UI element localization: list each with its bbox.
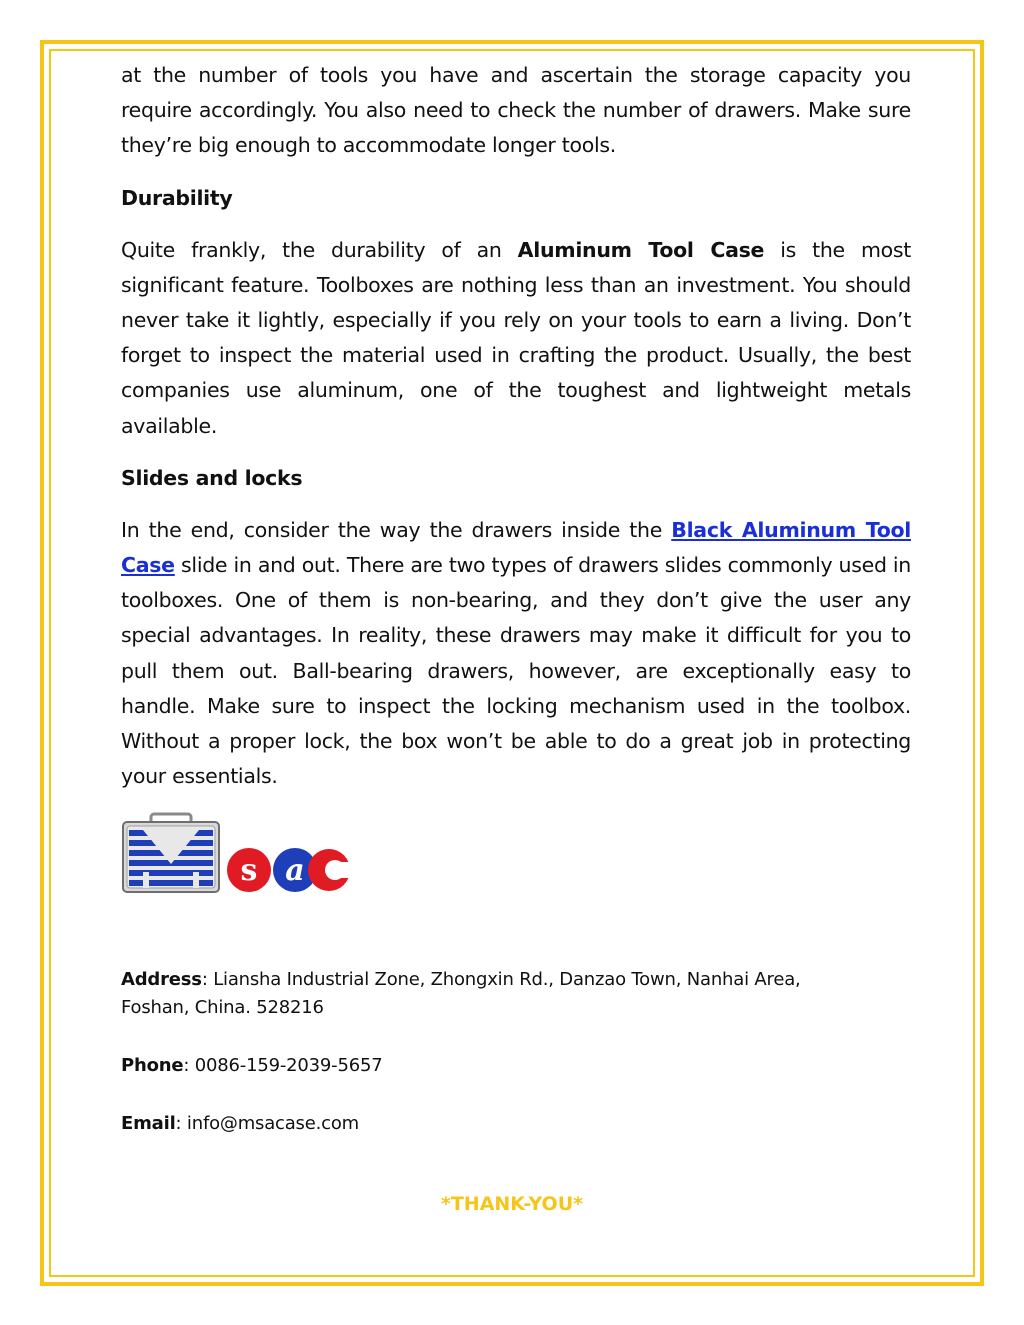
email-block [121,1110,359,1138]
address-line-2: Foshan, China. 528216 [121,997,324,1018]
phone-block [121,1052,382,1080]
durability-text-end: is the most significant feature. Toolboxes are nothing less than an investment. You should never take it lightly, especially if you rely on your tools to earn a living. Don’t forget to inspect the material used in crafting the product. Usually, the best companies use aluminum, one of the toughest and lightweight metals available. [121,237,911,438]
thank-you-footer: *THANK-YOU* [440,1193,584,1215]
slides-text-start: In the end, consider the way the drawers inside the [121,517,672,542]
document-body [121,58,911,811]
msac-logo [121,812,351,894]
address-block [121,966,801,1022]
email-label: Email [121,1113,176,1134]
slides-heading: Slides and locks [121,465,303,490]
svg-text:s: s [240,853,258,888]
phone-label: Phone [121,1055,184,1076]
address-label: Address [121,969,202,990]
durability-paragraph [121,233,911,444]
black-aluminum-tool-case-link[interactable]: Black Aluminum Tool Case [121,517,911,578]
slides-text-end: slide in and out. There are two types of drawers slides commonly used in toolboxes. One of them is non-bearing, and they don’t give the user any special advantages. In reality, these drawers may make it difficult for you to pull them out. Ball-bearing drawers, however, are exceptionally easy to handle. Make sure to inspect the locking mechanism used in the toolbox. Without a proper lock, the box won’t be able to do a great job in protecting your essentials. [121,553,911,789]
aluminum-tool-case-bold: Aluminum Tool Case [517,237,765,262]
durability-heading: Durability [121,185,233,210]
email-value: : info@msacase.com [175,1113,359,1134]
address-value: : Liansha Industrial Zone, Zhongxin Rd., Danzao Town, Nanhai Area, [201,969,801,990]
intro-paragraph: at the number of tools you have and ascertain the storage capacity you require accordingly. You also need to check the number of drawers. Make sure they’re big enough to accommodate longer tools. [121,63,911,158]
durability-text-start: Quite frankly, the durability of an [121,237,518,262]
phone-value: : 0086-159-2039-5657 [183,1055,383,1076]
slides-paragraph [121,513,911,795]
svg-text:a: a [285,853,305,888]
